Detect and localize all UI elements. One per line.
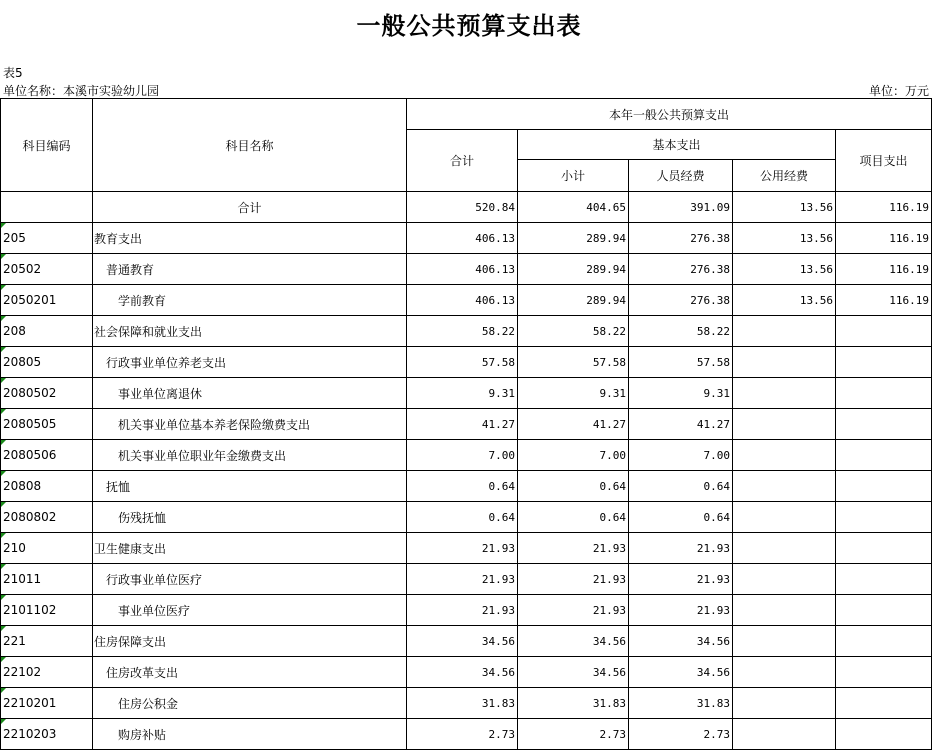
cell-personnel: 31.83 [629, 688, 733, 719]
cell-name: 伤残抚恤 [93, 502, 407, 533]
cell-total: 34.56 [407, 657, 518, 688]
cell-public [733, 347, 836, 378]
cell-name: 行政事业单位医疗 [93, 564, 407, 595]
table-row [1, 440, 932, 471]
cell-project [836, 533, 932, 564]
cell-subtotal: 289.94 [518, 223, 629, 254]
cell-total: 31.83 [407, 688, 518, 719]
cell-code: 221 [1, 626, 93, 657]
cell-public [733, 719, 836, 750]
cell-code: 20805 [1, 347, 93, 378]
table-row [1, 347, 932, 378]
summary-personnel: 391.09 [629, 192, 733, 223]
cell-subtotal: 31.83 [518, 688, 629, 719]
cell-subtotal: 2.73 [518, 719, 629, 750]
cell-public: 13.56 [733, 223, 836, 254]
cell-public [733, 533, 836, 564]
header-project: 项目支出 [836, 130, 932, 192]
table-row [1, 285, 932, 316]
header-total: 合计 [407, 130, 518, 192]
unit-label: 单位：万元 [868, 84, 929, 98]
cell-public [733, 595, 836, 626]
cell-subtotal: 0.64 [518, 471, 629, 502]
cell-subtotal: 41.27 [518, 409, 629, 440]
table-number: 表5 [3, 66, 23, 80]
cell-personnel: 21.93 [629, 595, 733, 626]
cell-name: 机关事业单位职业年金缴费支出 [93, 440, 407, 471]
cell-code: 210 [1, 533, 93, 564]
cell-total: 0.64 [407, 471, 518, 502]
header-name: 科目名称 [93, 99, 407, 192]
cell-code: 22102 [1, 657, 93, 688]
cell-name: 教育支出 [93, 223, 407, 254]
summary-public: 13.56 [733, 192, 836, 223]
unit-name: 单位名称：本溪市实验幼儿园 [3, 84, 160, 98]
table-row [1, 378, 932, 409]
cell-code: 2080502 [1, 378, 93, 409]
cell-public [733, 378, 836, 409]
cell-code: 2050201 [1, 285, 93, 316]
summary-project: 116.19 [836, 192, 932, 223]
cell-total: 9.31 [407, 378, 518, 409]
cell-total: 0.64 [407, 502, 518, 533]
header-basic: 基本支出 [518, 130, 836, 160]
cell-personnel: 2.73 [629, 719, 733, 750]
cell-personnel: 21.93 [629, 533, 733, 564]
cell-total: 21.93 [407, 564, 518, 595]
cell-name: 住房保障支出 [93, 626, 407, 657]
cell-name: 事业单位离退休 [93, 378, 407, 409]
data-rows [1, 223, 932, 750]
page-title: 一般公共预算支出表 [356, 11, 582, 40]
cell-public [733, 316, 836, 347]
cell-name: 社会保障和就业支出 [93, 316, 407, 347]
cell-code: 2080505 [1, 409, 93, 440]
cell-name: 学前教育 [93, 285, 407, 316]
cell-total: 406.13 [407, 223, 518, 254]
summary-subtotal: 404.65 [518, 192, 629, 223]
cell-code: 20502 [1, 254, 93, 285]
table-row [1, 564, 932, 595]
cell-public [733, 688, 836, 719]
cell-public [733, 471, 836, 502]
cell-name: 普通教育 [93, 254, 407, 285]
table-row [1, 719, 932, 750]
table-row [1, 595, 932, 626]
cell-total: 34.56 [407, 626, 518, 657]
cell-project [836, 440, 932, 471]
cell-project [836, 316, 932, 347]
cell-public [733, 502, 836, 533]
cell-code: 208 [1, 316, 93, 347]
cell-subtotal: 289.94 [518, 285, 629, 316]
cell-public [733, 440, 836, 471]
cell-code: 2101102 [1, 595, 93, 626]
table-row [1, 254, 932, 285]
header-code: 科目编码 [1, 99, 93, 192]
cell-subtotal: 21.93 [518, 564, 629, 595]
cell-project: 116.19 [836, 285, 932, 316]
cell-name: 事业单位医疗 [93, 595, 407, 626]
cell-subtotal: 57.58 [518, 347, 629, 378]
cell-subtotal: 9.31 [518, 378, 629, 409]
cell-public [733, 626, 836, 657]
cell-name: 住房改革支出 [93, 657, 407, 688]
table-row [1, 409, 932, 440]
cell-code: 205 [1, 223, 93, 254]
cell-total: 21.93 [407, 595, 518, 626]
cell-personnel: 0.64 [629, 471, 733, 502]
cell-public [733, 564, 836, 595]
cell-total: 58.22 [407, 316, 518, 347]
cell-project [836, 688, 932, 719]
summary-total: 520.84 [407, 192, 518, 223]
cell-personnel: 21.93 [629, 564, 733, 595]
cell-personnel: 58.22 [629, 316, 733, 347]
cell-subtotal: 58.22 [518, 316, 629, 347]
cell-public: 13.56 [733, 254, 836, 285]
cell-total: 41.27 [407, 409, 518, 440]
cell-project: 116.19 [836, 223, 932, 254]
summary-label: 合计 [93, 192, 407, 223]
header-subtotal: 小计 [518, 160, 629, 192]
table-row [1, 657, 932, 688]
cell-personnel: 0.64 [629, 502, 733, 533]
header-personnel: 人员经费 [629, 160, 733, 192]
cell-public [733, 657, 836, 688]
cell-project [836, 595, 932, 626]
cell-name: 抚恤 [93, 471, 407, 502]
cell-project [836, 471, 932, 502]
cell-code: 2080802 [1, 502, 93, 533]
cell-personnel: 9.31 [629, 378, 733, 409]
cell-personnel: 41.27 [629, 409, 733, 440]
cell-name: 购房补贴 [93, 719, 407, 750]
cell-code: 21011 [1, 564, 93, 595]
cell-project [836, 657, 932, 688]
cell-total: 406.13 [407, 254, 518, 285]
cell-personnel: 34.56 [629, 657, 733, 688]
cell-personnel: 57.58 [629, 347, 733, 378]
cell-total: 2.73 [407, 719, 518, 750]
table-row [1, 533, 932, 564]
cell-subtotal: 21.93 [518, 533, 629, 564]
cell-project [836, 378, 932, 409]
cell-code: 2210201 [1, 688, 93, 719]
summary-row [1, 192, 932, 223]
cell-project [836, 626, 932, 657]
cell-code: 20808 [1, 471, 93, 502]
cell-code: 2080506 [1, 440, 93, 471]
cell-name: 住房公积金 [93, 688, 407, 719]
cell-personnel: 276.38 [629, 285, 733, 316]
cell-code: 2210203 [1, 719, 93, 750]
summary-code-cell [1, 192, 93, 223]
cell-total: 7.00 [407, 440, 518, 471]
header-group: 本年一般公共预算支出 [407, 99, 932, 130]
cell-name: 机关事业单位基本养老保险缴费支出 [93, 409, 407, 440]
cell-personnel: 276.38 [629, 223, 733, 254]
cell-total: 57.58 [407, 347, 518, 378]
cell-project [836, 564, 932, 595]
budget-table [0, 98, 932, 750]
cell-subtotal: 0.64 [518, 502, 629, 533]
cell-project: 116.19 [836, 254, 932, 285]
cell-name: 卫生健康支出 [93, 533, 407, 564]
cell-project [836, 409, 932, 440]
cell-name: 行政事业单位养老支出 [93, 347, 407, 378]
cell-public: 13.56 [733, 285, 836, 316]
table-row [1, 471, 932, 502]
table-row [1, 502, 932, 533]
cell-personnel: 7.00 [629, 440, 733, 471]
cell-subtotal: 34.56 [518, 626, 629, 657]
cell-personnel: 34.56 [629, 626, 733, 657]
cell-personnel: 276.38 [629, 254, 733, 285]
table-row [1, 316, 932, 347]
cell-subtotal: 289.94 [518, 254, 629, 285]
cell-subtotal: 21.93 [518, 595, 629, 626]
cell-public [733, 409, 836, 440]
table-row [1, 626, 932, 657]
cell-project [836, 719, 932, 750]
table-row [1, 223, 932, 254]
cell-total: 406.13 [407, 285, 518, 316]
cell-project [836, 502, 932, 533]
cell-subtotal: 34.56 [518, 657, 629, 688]
header-public: 公用经费 [733, 160, 836, 192]
table-row [1, 688, 932, 719]
cell-subtotal: 7.00 [518, 440, 629, 471]
cell-project [836, 347, 932, 378]
cell-total: 21.93 [407, 533, 518, 564]
